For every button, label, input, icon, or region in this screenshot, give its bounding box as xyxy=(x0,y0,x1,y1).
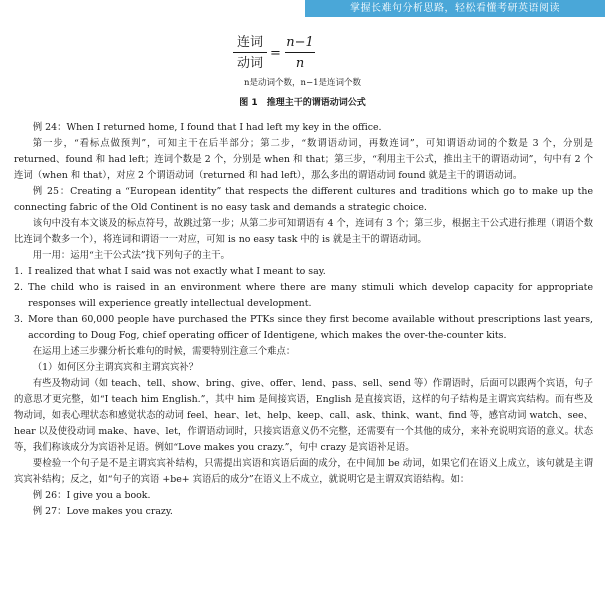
fraction-bar xyxy=(233,52,267,53)
exercise-number: 3. xyxy=(14,314,23,325)
example-25: 例 25：Creating a “European identity” that respects the different cultures and traditions which go to make up the connecting fabric of the Old Continent is no easy task and demands a strategic choice. xyxy=(14,186,593,213)
exercise-text: More than 60,000 people have purchased the PTKs since they first become available without prescriptions last years, according to Doug Fog, chief operating officer of Identigene, which makes the over-the-counter kits. xyxy=(28,314,593,341)
exercise-item xyxy=(14,280,593,312)
exercise-text: I realized that what I said was not exactly what I meant to say. xyxy=(28,266,326,277)
figure-caption: 图 1 推理主干的谓语动词公式 xyxy=(239,98,366,108)
section-intro: 在运用上述三步骤分析长难句的时候，需要特别注意三个难点： xyxy=(32,346,296,357)
formula-left-numerator: 连词 xyxy=(236,35,263,50)
practice-prompt: 用一用：运用“主干公式法”找下列句子的主干。 xyxy=(32,250,230,261)
exercise-text: The child who is raised in an environment where there are many stimuli which develop capacity for appropriate responses will experience greatly intellectual development. xyxy=(28,282,593,309)
page-body xyxy=(14,120,593,520)
formula-equals: = xyxy=(270,46,281,61)
formula-left-denominator: 动词 xyxy=(236,56,263,71)
example-26: 例 26：I give you a book. xyxy=(32,490,151,501)
section-paragraph-2: 要检验一个句子是不是主谓宾宾补结构，只需提出宾语和宾语后面的成分，在中间加 be 动词，如果它们在语义上成立，该句就是主谓宾宾补结构；反之，如“句子的宾语 +be+ 宾语后的成分”在语义上不成立，就说明它是主谓双宾语结构。如： xyxy=(14,458,593,485)
formula-right-fraction xyxy=(285,34,315,72)
section-heading: （1）如何区分主谓宾宾和主谓宾宾补？ xyxy=(32,362,199,373)
analysis-25: 该句中没有本文谈及的标点符号，故跳过第一步；从第二步可知谓语有 4 个，连词有 3 个；第三步，根据主干公式进行推理（谓语个数比连词个数多一个），将连词和谓语一一对应，可知 is no easy task 中的 is 就是主干的谓语动词。 xyxy=(14,218,593,245)
example-24: 例 24：When I returned home, I found that I had left my key in the office. xyxy=(32,122,382,133)
verb-formula xyxy=(0,34,605,74)
fraction-bar xyxy=(285,52,315,53)
exercise-number: 1. xyxy=(14,266,23,277)
formula-right-numerator: n−1 xyxy=(286,35,314,50)
exercise-item xyxy=(14,312,593,344)
formula-note: n是动词个数，n−1是连词个数 xyxy=(244,78,361,88)
header-banner: 掌握长难句分析思路，轻松看懂考研英语阅读 xyxy=(305,0,605,17)
exercise-number: 2. xyxy=(14,282,23,293)
analysis-24: 第一步，“看标点做预判”，可知主干在后半部分；第二步，“数谓语动词，再数连词”，可知谓语动词的个数是 3 个，分别是 returned、found 和 had left；连词个数是 2 个，分别是 when 和 that；第三步，“利用主干公式，推出主干的谓语动词”，句中有 2 个连词（when 和 that），对应 2 个谓语动词（returned 和 had left），那么多出的谓语动词 found 就是主干的谓语动词。 xyxy=(14,138,593,181)
formula-right-denominator: n xyxy=(295,56,305,71)
example-27: 例 27：Love makes you crazy. xyxy=(32,506,173,517)
formula-left-fraction xyxy=(233,34,267,72)
section-paragraph-1: 有些及物动词（如 teach、tell、show、bring、give、offer、lend、pass、sell、send 等）作谓语时，后面可以跟两个宾语，句子的意思才更完整，如“I teach him English.”，其中 him 是间接宾语，English 是直接宾语，这样的句子结构是主谓宾宾结构。而有些及物动词，如表心理状态和感觉状态的动词 feel、hear、let、help、keep、call、ask、think、want、find 等，感官动词 watch、see、hear 以及使役动词 make、have、let，作谓语动词时，只接宾语意义仍不完整，还需要有一个其他的成分，来补充说明宾语的意义。状态等，我们称该成分为宾语补足语。例如“Love makes you crazy.”，句中 crazy 是宾语补足语。 xyxy=(14,378,593,453)
exercise-item xyxy=(14,264,593,280)
